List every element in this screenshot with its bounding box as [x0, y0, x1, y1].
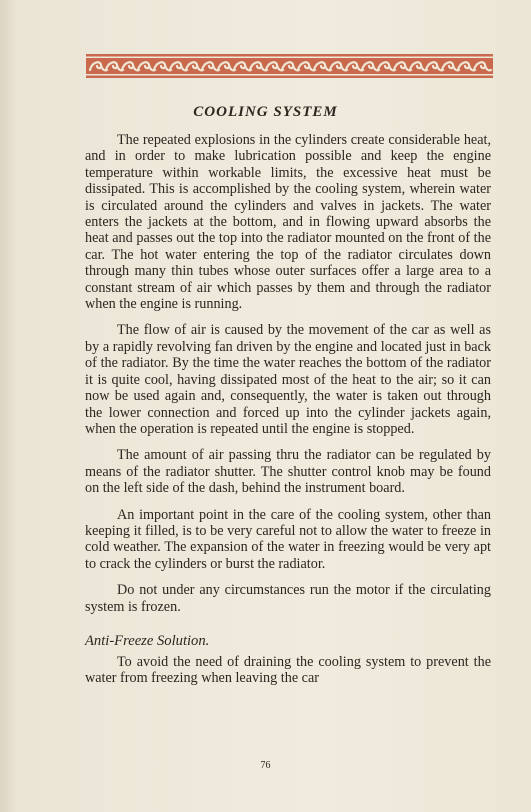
section-heading: COOLING SYSTEM: [193, 104, 338, 120]
subheading: Anti-Freeze Solution.: [85, 632, 210, 649]
paragraph: The repeated explosions in the cylinders create considerable heat, and in order to make lubrication possible and keep the engine temperature within workable limits, the excessive heat must be dissipated. This is accomplished by the cooling system, wherein water is circulated around the cylinders and valves in jackets. The water enters the jackets at the bottom, and in flowing upward absorbs the heat and passes out the top into the radiator mounted on the front of the car. The hot water entering the top of the radiator circulates down through many thin tubes whose outer surfaces offer a large area to a constant stream of air which passes by them and through the radiator when the engine is running.: [85, 132, 491, 313]
paragraph: The flow of air is caused by the movement of the car as well as by a rapidly revolving fan driven by the engine and located just in back of the radiator. By the time the water reaches the bottom of the radiator it is quite cool, having dissipated most of the heat to the air; so it can now be used again and, consequently, the water is taken out through the lower connection and forced up into the cylinder jackets again, when the operation is repeated until the engine is stopped.: [85, 322, 491, 437]
paragraph: To avoid the need of draining the cooling system to prevent the water from freezing when leaving the car: [85, 653, 491, 687]
paragraph: An important point in the care of the cooling system, other than keeping it filled, is to be very careful not to allow the water to freeze in cold weather. The expansion of the water in freezing would be very apt to crack the cylinders or burst the radiator.: [85, 506, 491, 572]
wave-border-ornament: [86, 54, 493, 78]
paragraph: Do not under any circumstances run the motor if the circulating system is frozen.: [85, 582, 491, 615]
page-number: 76: [260, 760, 271, 771]
text-body: [85, 132, 491, 697]
paragraph: The amount of air passing thru the radiator can be regulated by means of the radiator shutter. The shutter control knob may be found on the left side of the dash, behind the instrument board.: [85, 447, 491, 497]
